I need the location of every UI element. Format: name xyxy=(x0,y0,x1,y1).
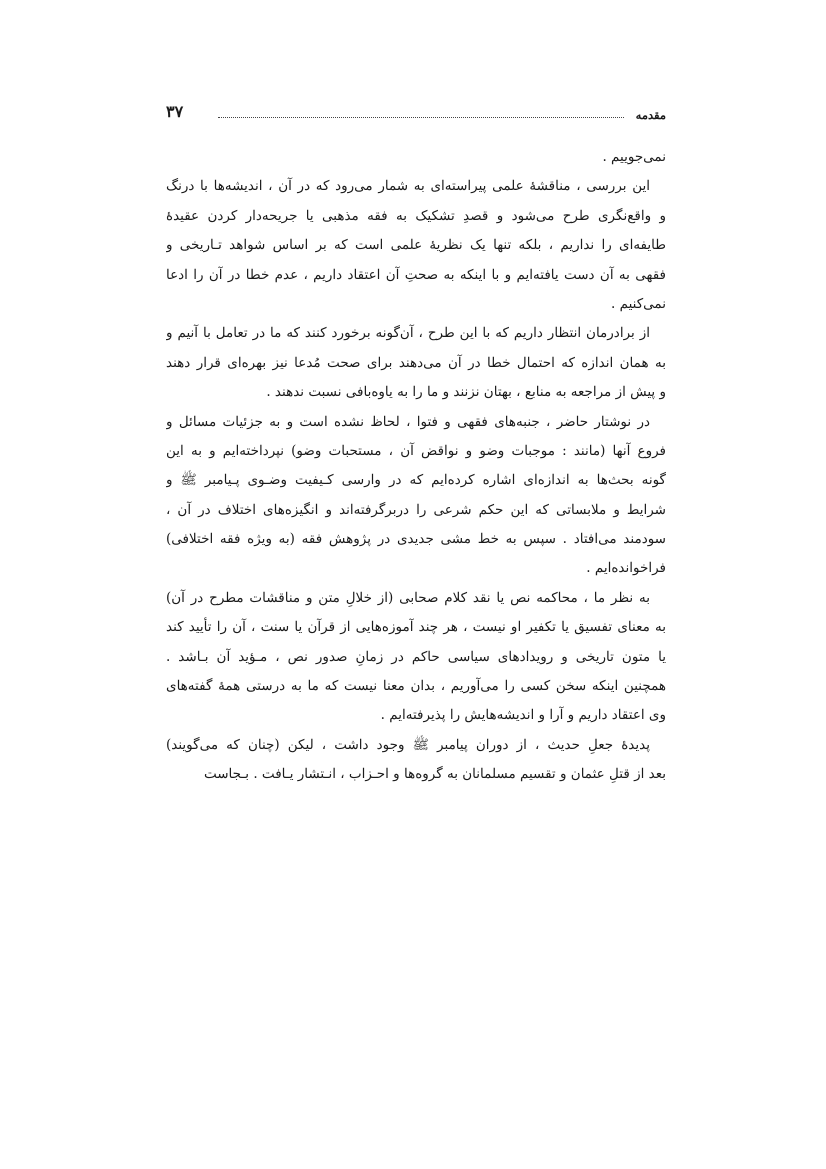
text-line: به معنای تفسیق یا تکفیر او نیست ، هر چند آموزه‌هایی از قرآن یا سنت ، آن را تأیید کند xyxy=(166,619,666,636)
text-line: و واقع‌نگری طرح می‌شود و قصدِ تشکیک به فقه مذهبی یا جریحه‌دار کردن عقیدهٔ xyxy=(166,207,666,224)
dot-leader xyxy=(218,117,624,118)
text-line: نمی‌جوییم . xyxy=(602,149,666,165)
text-line: وی اعتقاد داریم و آرا و اندیشه‌هایش را پذیرفته‌ایم . xyxy=(380,707,666,724)
text-line: فقهی به آن دست یافته‌ایم و با اینکه به صحتِ آن اعتقاد داریم ، عدم خطا در آن را ادعا xyxy=(166,266,666,283)
text-line: به همان اندازه که احتمال خطا در آن می‌دهند برای صحت مُدعا نیز بهره‌ای قرار دهند xyxy=(166,354,666,371)
text-line: نمی‌کنیم . xyxy=(611,295,666,312)
text-line: و پیش از مراجعه به منابع ، بهتان نزنند و ما را به یاوه‌بافی نسبت ندهند . xyxy=(266,384,666,401)
section-title: مقدمه xyxy=(635,108,666,122)
paragraph xyxy=(166,319,666,407)
text-line: سودمند می‌افتاد . سپس به خط مشی جدیدی در پژوهش فقه (به ویژه فقه اختلافی) xyxy=(166,531,666,548)
text-line: گونه بحث‌ها به اندازه‌ای اشاره کرده‌ایم که در وارسی کـیفیت وضـوی پـیامبر ﷺ و xyxy=(166,472,666,489)
text-line: همچنین اینکه سخن کسی را می‌آوریم ، بدان معنا نیست که ما به درستی همهٔ گفته‌های xyxy=(166,678,666,695)
text-line: بعد از قتلِ عثمان و تقسیم مسلمانان به گروه‌ها و احـزاب ، انـتشار یـافت . بـجاست xyxy=(203,766,666,783)
text-line: طایفه‌ای را نداریم ، بلکه تنها یک نظریهٔ علمی است که بر اساس شواهد تـاریخی و xyxy=(166,237,666,254)
text-line: شرایط و ملابساتی که این حکم شرعی را دربرگرفته‌اند و انگیزه‌های اختلاف در آن ، xyxy=(166,501,666,518)
running-header xyxy=(166,100,666,130)
text-line: فروع آنها (مانند : موجبات وضو و نواقض آن ، مستحبات وضو) نپرداخته‌ایم و به این xyxy=(166,442,666,459)
text-line: از برادرمان انتظار داریم که با این طرح ، آن‌گونه برخورد کنند که ما در تعامل با آنیم و xyxy=(166,325,650,342)
paragraph xyxy=(166,408,666,584)
text-line: پدیدهٔ جعلِ حدیث ، از دوران پیامبر ﷺ وجود داشت ، لیکن (چنان که می‌گویند) xyxy=(166,736,650,753)
paragraph xyxy=(166,731,666,790)
paragraph xyxy=(166,143,666,172)
paragraph xyxy=(166,172,666,319)
text-line: به نظر ما ، محاکمه نص یا نقد کلام صحابی (از خلالِ متن و مناقشات مطرح در آن) xyxy=(166,589,650,606)
text-line: فراخوانده‌ایم . xyxy=(586,560,666,577)
text-line: این بررسی ، مناقشهٔ علمی پیراسته‌ای به شمار می‌رود که در آن ، اندیشه‌ها با درنگ xyxy=(166,178,650,195)
text-line: در نوشتار حاضر ، جنبه‌های فقهی و فتوا ، لحاظ نشده است و به جزئیات مسائل و xyxy=(166,413,650,430)
text-line: یا متون تاریخی و رویدادهای سیاسی حاکم در زمانِ صدور نص ، مـؤید آن بـاشد . xyxy=(166,648,666,665)
paragraph xyxy=(166,584,666,731)
page-number: ۳۷ xyxy=(166,102,184,121)
body-text xyxy=(166,143,666,790)
